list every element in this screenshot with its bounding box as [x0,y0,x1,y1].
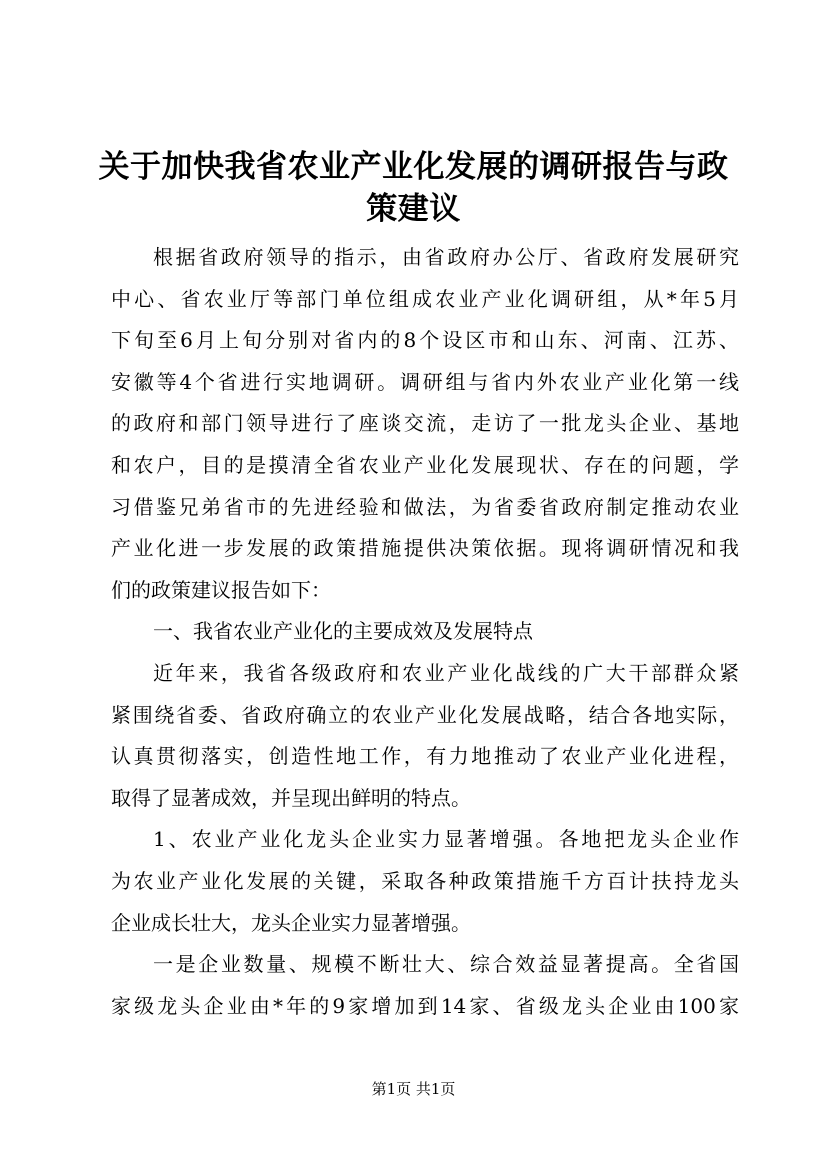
title-line: 关于加快我省农业产业化发展的调研报告与政 [98,149,729,185]
page-footer: 第1页 共1页 [371,1080,456,1098]
body-text-line: 根据省政府领导的指示，由省政府办公厅、省政府发展研究 [153,245,739,269]
body-text-line: 近年来，我省各级政府和农业产业化战线的广大干部群众紧 [153,660,739,685]
body-text-line: 和农户，目的是摸清全省农业产业化发展现状、存在的问题，学 [111,452,739,477]
body-text-line: 的政府和部门领导进行了座谈交流，走访了一批龙头企业、基地 [111,411,739,436]
body-text-line: 一、我省农业产业化的主要成效及发展特点 [153,619,533,644]
body-text-line: 习借鉴兄弟省市的先进经验和做法，为省委省政府制定推动农业 [111,494,739,519]
body-text-line: 认真贯彻落实，创造性地工作，有力地推动了农业产业化进程， [111,744,739,769]
body-text-line: 下旬至6月上旬分别对省内的8个设区市和山东、河南、江苏、 [111,328,739,353]
body-text-line: 一是企业数量、规模不断壮大、综合效益显著提高。全省国 [153,952,739,977]
body-text-line: 企业成长壮大，龙头企业实力显著增强。 [111,910,471,935]
body-text-line: 家级龙头企业由*年的9家增加到14家、省级龙头企业由100家 [111,993,739,1018]
body-text-line: 们的政策建议报告如下： [111,577,331,602]
body-text-line: 产业化进一步发展的政策措施提供决策依据。现将调研情况和我 [111,536,739,561]
body-text-line: 1、农业产业化龙头企业实力显著增强。各地把龙头企业作 [153,827,739,852]
body-text-line: 安徽等4个省进行实地调研。调研组与省内外农业产业化第一线 [111,369,739,394]
body-text-line: 取得了显著成效，并呈现出鲜明的特点。 [111,785,471,810]
body-text-line: 中心、省农业厅等部门单位组成农业产业化调研组，从*年5月 [111,286,739,311]
title-line: 策建议 [366,191,461,227]
body-text-line: 为农业产业化发展的关键，采取各种政策措施千方百计扶持龙头 [111,868,739,893]
document-title [0,146,827,230]
body-text-line: 紧围绕省委、省政府确立的农业产业化发展战略，结合各地实际， [111,702,739,727]
document-body [111,237,739,1027]
